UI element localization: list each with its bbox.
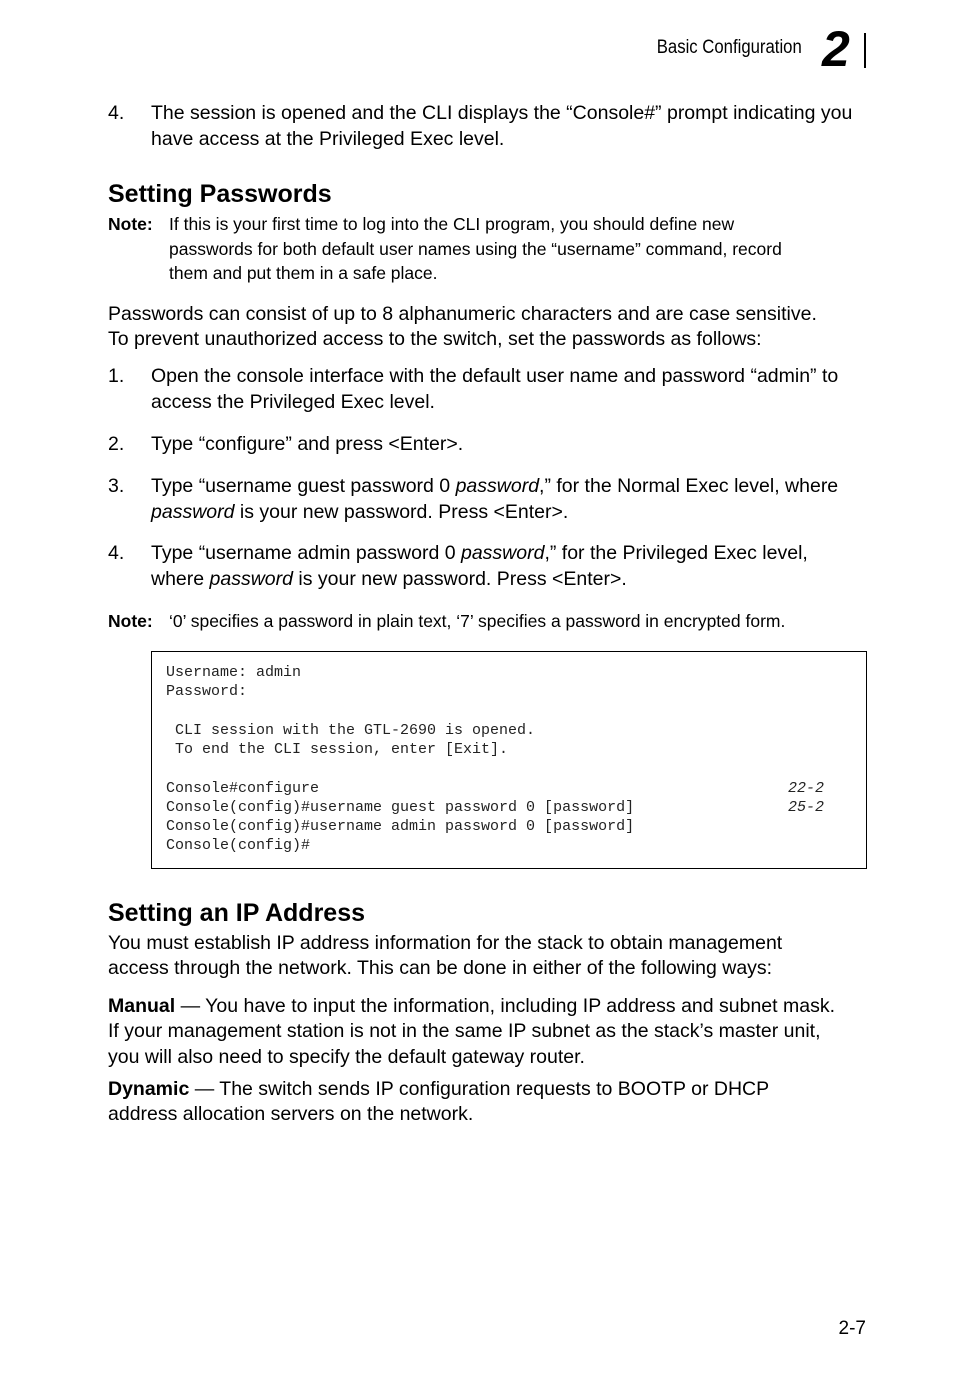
section-heading-passwords: Setting Passwords	[108, 180, 332, 208]
body-paragraph-line: To prevent unauthorized access to the switch, set the passwords as follows:	[108, 328, 762, 350]
code-line: Console(config)#username guest password 0 [password]	[166, 799, 635, 816]
dynamic-term: Dynamic	[108, 1078, 190, 1100]
header-divider	[864, 33, 866, 68]
dynamic-paragraph-line: address allocation servers on the network.	[108, 1103, 474, 1125]
code-line: Console#configure	[166, 780, 320, 797]
page-number: 2-7	[838, 1318, 866, 1339]
page-reference: 25-2	[788, 799, 825, 816]
step-text: Type “username admin password 0 password,” for the Privileged Exec level, where password is your new password. Press <Enter>.	[151, 542, 808, 590]
note-text-line: passwords for both default user names using the “username” command, record	[169, 239, 782, 259]
code-line: To end the CLI session, enter [Exit].	[166, 741, 509, 758]
step-text: Type “configure” and press <Enter>.	[151, 433, 464, 455]
body-paragraph-line: You must establish IP address information for the stack to obtain management	[108, 932, 783, 954]
cli-code-block	[151, 651, 867, 869]
code-line: Password:	[166, 683, 248, 700]
manual-paragraph-line: you will also need to specify the default gateway router.	[108, 1046, 585, 1068]
step-text: Open the console interface with the default user name and password “admin” to access the Privileged Exec level.	[151, 365, 839, 413]
manual-paragraph-line: If your management station is not in the same IP subnet as the stack’s master unit,	[108, 1020, 821, 1042]
body-paragraph-line: Passwords can consist of up to 8 alphanumeric characters and are case sensitive.	[108, 303, 817, 325]
note-text-line: them and put them in a safe place.	[169, 263, 438, 283]
body-paragraph-line: access through the network. This can be done in either of the following ways:	[108, 957, 773, 979]
note-text-line: If this is your first time to log into the CLI program, you should define new	[169, 214, 735, 234]
code-line: CLI session with the GTL-2690 is opened.	[166, 722, 536, 739]
chapter-number: 2	[822, 21, 850, 77]
step-text: Type “username guest password 0 password,” for the Normal Exec level, where password is your new password. Press <Enter>.	[151, 475, 839, 523]
intro-step-text: The session is opened and the CLI displays the “Console#” prompt indicating you have access at the Privileged Exec level.	[151, 102, 853, 150]
intro-step-number: 4.	[108, 102, 125, 124]
running-header-title: Basic Configuration	[657, 37, 802, 58]
code-line: Username: admin	[166, 664, 302, 681]
section-heading-ip-address: Setting an IP Address	[108, 899, 366, 927]
manual-paragraph-line: Manual — You have to input the information, including IP address and subnet mask.	[108, 995, 835, 1017]
dynamic-paragraph-line: Dynamic — The switch sends IP configuration requests to BOOTP or DHCP	[108, 1078, 770, 1100]
note-text: ‘0’ specifies a password in plain text, ‘7’ specifies a password in encrypted form.	[169, 611, 786, 631]
step-number: 4.	[108, 542, 125, 564]
step-number: 3.	[108, 475, 125, 497]
manual-term: Manual	[108, 995, 176, 1017]
note-label: Note:	[108, 214, 153, 234]
code-line: Console(config)#username admin password 0 [password]	[166, 818, 635, 835]
page-reference: 22-2	[788, 780, 825, 797]
code-line: Console(config)#	[166, 837, 311, 854]
note-label: Note:	[108, 611, 153, 631]
step-number: 2.	[108, 433, 125, 455]
step-number: 1.	[108, 365, 125, 387]
